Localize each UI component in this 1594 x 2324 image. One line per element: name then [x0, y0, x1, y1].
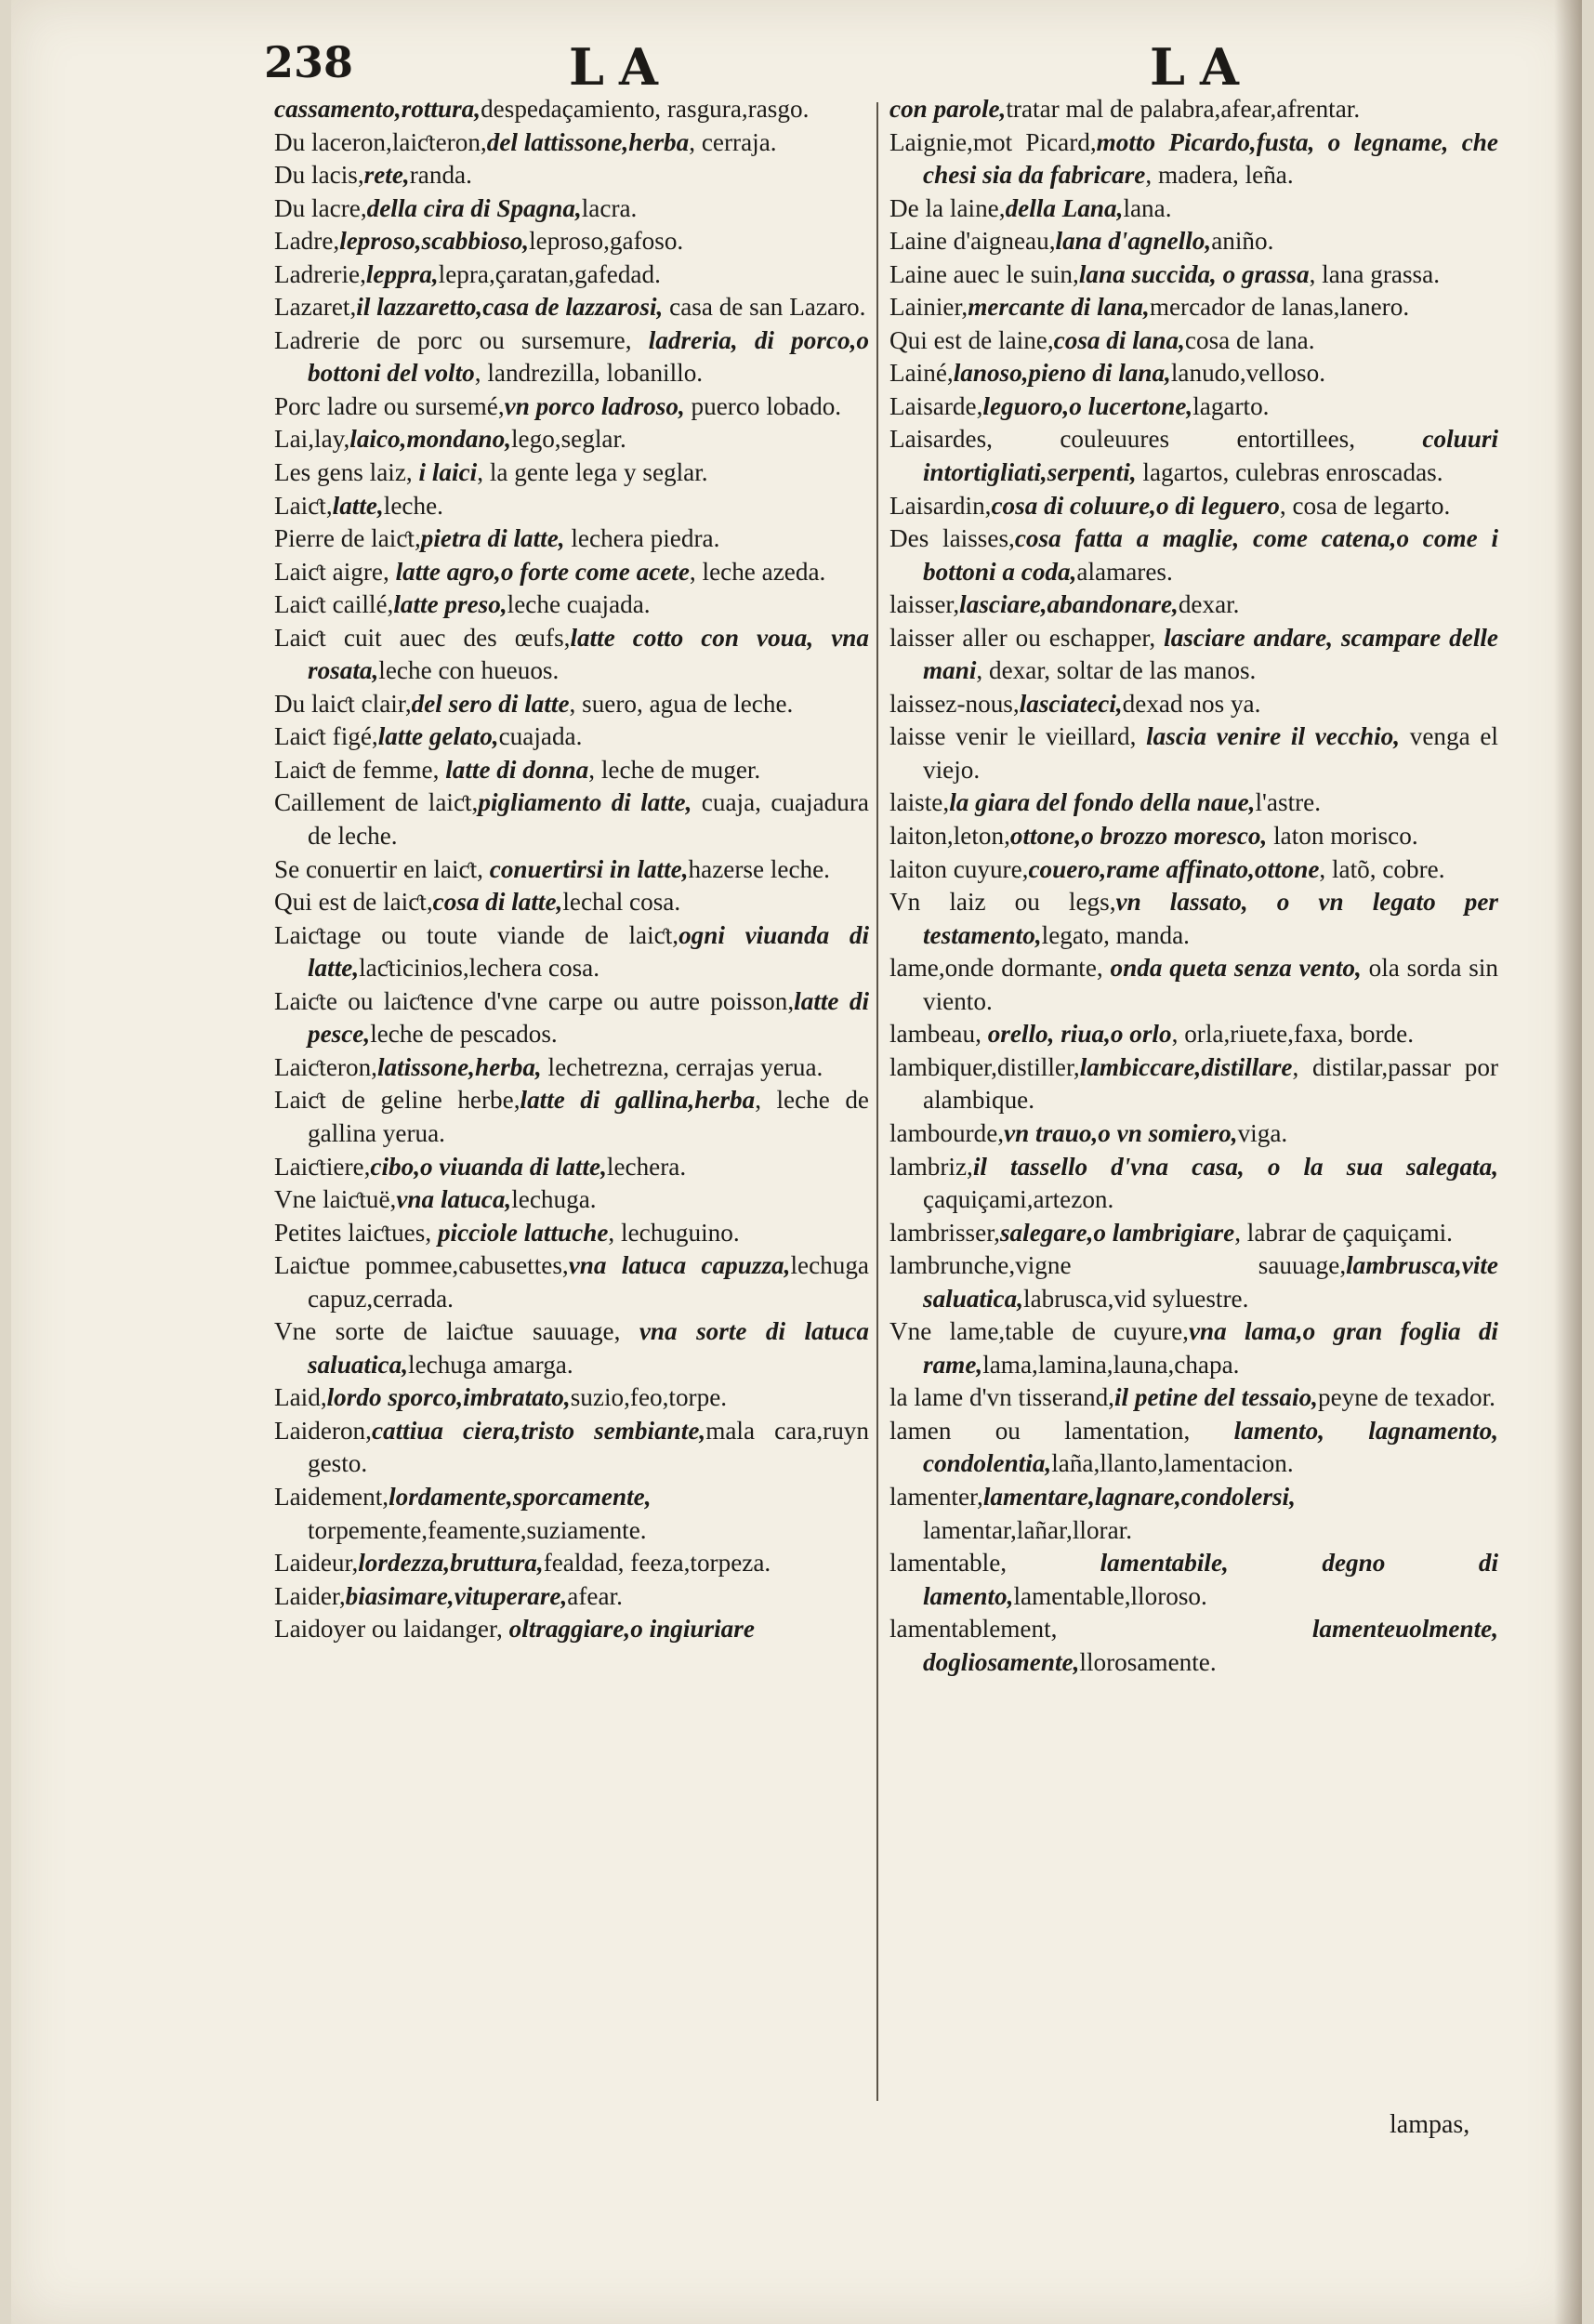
- dictionary-entry: [889, 622, 1498, 688]
- italian-gloss: latissone,herba,: [376, 1052, 542, 1081]
- dictionary-entry: [274, 919, 869, 985]
- french-headword: Laiƈt aigre,: [274, 557, 396, 586]
- french-headword: lambrisser,: [889, 1218, 1000, 1247]
- italian-gloss: conuertirsi in latte,: [489, 854, 689, 883]
- italian-gloss: leguoro,o lucertone,: [982, 391, 1193, 420]
- french-headword: laiste,: [889, 788, 950, 817]
- italian-gloss: leproso,scabbioso,: [339, 227, 530, 256]
- french-headword: lambourde,: [889, 1118, 1005, 1147]
- spanish-gloss: lego,seglar.: [511, 425, 626, 454]
- dictionary-entry: [274, 853, 869, 887]
- spanish-gloss: , suero, agua de leche.: [569, 689, 794, 718]
- french-headword: Laiƈtage ou toute viande de laiƈt,: [274, 920, 679, 949]
- dictionary-entry: [274, 126, 869, 160]
- dictionary-entry: [274, 1151, 869, 1184]
- dictionary-entry: [274, 324, 869, 390]
- spanish-gloss: l'astre.: [1255, 788, 1322, 817]
- spanish-gloss: laña,llanto,lamentacion.: [1051, 1449, 1294, 1478]
- italian-gloss: latte cotto con voua, vna rosata,: [308, 623, 870, 685]
- french-headword: Du laceron,laiƈteron,: [274, 127, 487, 156]
- spanish-gloss: fealdad, feeza,torpeza.: [543, 1549, 771, 1578]
- spanish-gloss: leche con hueuos.: [378, 656, 560, 685]
- spanish-gloss: lacra.: [581, 193, 638, 222]
- italian-gloss: lana succida, o grassa: [1078, 259, 1310, 288]
- spanish-gloss: lechera piedra.: [564, 524, 720, 553]
- french-headword: Du lacis,: [274, 161, 364, 190]
- french-headword: la lame d'vn tisserand,: [889, 1383, 1114, 1412]
- spanish-gloss: dexad nos ya.: [1122, 689, 1261, 718]
- spanish-gloss: mercador de lanas,lanero.: [1149, 293, 1410, 322]
- running-head-left: LA: [569, 37, 673, 97]
- french-headword: Laiƈt de geline herbe,: [274, 1086, 520, 1115]
- dictionary-entry: [889, 853, 1498, 887]
- dictionary-entry: [274, 786, 869, 852]
- spanish-gloss: , lechuguino.: [608, 1218, 740, 1247]
- dictionary-entry: [274, 423, 869, 456]
- italian-gloss: ottone,o brozzo moresco,: [1009, 822, 1268, 851]
- italian-gloss: della cira di Spagna,: [366, 193, 582, 222]
- left-column: [274, 93, 869, 1646]
- french-headword: laisse venir le vieillard,: [889, 722, 1147, 751]
- french-headword: laiton,leton,: [889, 822, 1010, 851]
- italian-gloss: lordo sporco,imbratato,: [326, 1383, 571, 1412]
- spanish-gloss: tratar mal de palabra,afear,afrentar.: [1006, 95, 1361, 123]
- dictionary-entry: [889, 1415, 1498, 1481]
- french-headword: Laideur,: [274, 1549, 359, 1578]
- french-headword: laisser,: [889, 590, 960, 619]
- italian-gloss: pigliamento di latte,: [478, 788, 692, 817]
- italian-gloss: il petine del tessaio,: [1113, 1383, 1318, 1412]
- french-headword: Lai,lay,: [274, 425, 350, 454]
- dictionary-entry: [274, 1580, 869, 1614]
- italian-gloss: cassamento,rottura,: [274, 95, 481, 123]
- italian-gloss: vna latuca,: [396, 1185, 512, 1214]
- dictionary-entry: [274, 1249, 869, 1315]
- french-headword: Laine d'aigneau,: [889, 227, 1056, 256]
- italian-gloss: lamentabile, degno di lamento,: [923, 1549, 1499, 1610]
- dictionary-entry: [274, 390, 869, 424]
- french-headword: Laiƈtiere,: [274, 1152, 371, 1181]
- italian-gloss: leppra,: [365, 259, 439, 288]
- dictionary-entry: [274, 720, 869, 754]
- italian-gloss: lambrusca,vite saluatica,: [923, 1251, 1498, 1313]
- italian-gloss: cosa di latte,: [432, 888, 563, 917]
- dictionary-entry: [889, 357, 1498, 390]
- italian-gloss: i laici: [418, 458, 478, 487]
- italian-gloss: cattiua ciera,tristo sembiante,: [371, 1416, 706, 1445]
- dictionary-entry: [889, 490, 1498, 523]
- dictionary-entry: [889, 291, 1498, 324]
- spanish-gloss: laƈticinios,lechera cosa.: [359, 954, 600, 983]
- spanish-gloss: lana.: [1123, 193, 1172, 222]
- french-headword: Du laiƈt clair,: [274, 689, 412, 718]
- spanish-gloss: casa de san Lazaro.: [663, 293, 866, 322]
- spanish-gloss: çaquiçami,artezon.: [923, 1185, 1114, 1214]
- dictionary-entry: [889, 1018, 1498, 1051]
- french-headword: Des laisses,: [889, 524, 1015, 553]
- french-headword: lambrunche,vigne sauuage,: [889, 1251, 1347, 1280]
- spanish-gloss: lechal cosa.: [562, 888, 681, 917]
- french-headword: Vne laiƈtuë,: [274, 1185, 397, 1214]
- italian-gloss: lordezza,bruttura,: [358, 1549, 544, 1578]
- dictionary-entry: [274, 588, 869, 622]
- italian-gloss: cosa di coluure,o di leguero: [991, 491, 1280, 520]
- italian-gloss: pietra di latte,: [420, 524, 565, 553]
- spanish-gloss: hazerse leche.: [688, 854, 830, 883]
- dictionary-entry: [274, 1381, 869, 1415]
- french-headword: Du lacre,: [274, 193, 367, 222]
- spanish-gloss: lamentar,lañar,llorar.: [923, 1515, 1133, 1544]
- spanish-gloss: llorosamente.: [1079, 1647, 1217, 1676]
- dictionary-entry: [889, 688, 1498, 721]
- italian-gloss: la giara del fondo della naue,: [949, 788, 1256, 817]
- dictionary-page: [11, 0, 1582, 2324]
- french-headword: Ladrerie de porc ou sursemure,: [274, 325, 649, 354]
- spanish-gloss: cuaja, cuajadura de leche.: [308, 788, 869, 851]
- spanish-gloss: lagarto.: [1192, 391, 1270, 420]
- spanish-gloss: lanudo,velloso.: [1170, 359, 1325, 388]
- french-headword: Lainier,: [889, 293, 968, 322]
- italian-gloss: vn trauo,o vn somiero,: [1004, 1118, 1238, 1147]
- italian-gloss: latte di donna: [445, 755, 589, 784]
- french-headword: Lainé,: [889, 359, 954, 388]
- spanish-gloss: cosa de lana.: [1184, 325, 1315, 354]
- italian-gloss: vna lama,o gran foglia di rame,: [923, 1317, 1498, 1379]
- italian-gloss: il lazzaretto,casa de lazzarosi,: [356, 293, 664, 322]
- spanish-gloss: suzio,feo,torpe.: [570, 1383, 728, 1412]
- french-headword: laisser aller ou eschapper,: [889, 623, 1165, 652]
- dictionary-entry: [274, 556, 869, 589]
- spanish-gloss: , cerraja.: [689, 127, 777, 156]
- french-headword: Vn laiz ou legs,: [889, 888, 1116, 917]
- spanish-gloss: viga.: [1237, 1118, 1288, 1147]
- french-headword: Laiƈt caillé,: [274, 590, 394, 619]
- french-headword: Laiƈt,: [274, 491, 333, 520]
- italian-gloss: lamentare,lagnare,condolersi,: [982, 1482, 1296, 1511]
- running-head-right: LA: [1150, 37, 1254, 97]
- spanish-gloss: , madera, leña.: [1145, 161, 1294, 190]
- french-headword: laiton cuyure,: [889, 854, 1029, 883]
- french-headword: Laisardes, couleuures entortillees,: [889, 425, 1423, 454]
- spanish-gloss: , leche de muger.: [588, 755, 761, 784]
- spanish-gloss: , la gente lega y seglar.: [477, 458, 708, 487]
- spanish-gloss: lama,lamina,launa,chapa.: [982, 1350, 1240, 1379]
- spanish-gloss: lechuga amarga.: [408, 1350, 573, 1379]
- italian-gloss: onda queta senza vento,: [1110, 954, 1362, 983]
- spanish-gloss: mala cara,ruyn gesto.: [308, 1416, 869, 1478]
- spanish-gloss: puerco lobado.: [684, 391, 842, 420]
- italian-gloss: lasciateci,: [1019, 689, 1123, 718]
- dictionary-entry: [889, 588, 1498, 622]
- dictionary-entry: [889, 1481, 1498, 1547]
- catchword: lampas,: [1390, 2110, 1470, 2139]
- spanish-gloss: leche.: [383, 491, 443, 520]
- french-headword: Ladre,: [274, 227, 340, 256]
- column-divider: [876, 102, 878, 2101]
- french-headword: Laiƈt figé,: [274, 722, 378, 751]
- french-headword: Caillement de laiƈt,: [274, 788, 479, 817]
- dictionary-entry: [274, 985, 869, 1051]
- italian-gloss: della Lana,: [1005, 193, 1124, 222]
- dictionary-entry: [889, 324, 1498, 358]
- spanish-gloss: , orla,riuete,faxa, borde.: [1171, 1020, 1415, 1049]
- spanish-gloss: , labrar de çaquiçami.: [1234, 1218, 1453, 1247]
- french-headword: lambiquer,distiller,: [889, 1052, 1080, 1081]
- italian-gloss: il tassello d'vna casa, o la sua salegata,: [972, 1152, 1498, 1181]
- page-number: 238: [264, 37, 354, 87]
- french-headword: Laiƈtue pommee,cabusettes,: [274, 1251, 569, 1280]
- spanish-gloss: randa.: [409, 161, 472, 190]
- italian-gloss: vn lassato, o vn legato per testamento,: [923, 888, 1499, 949]
- italian-gloss: del sero di latte: [411, 689, 570, 718]
- french-headword: Laignie,mot Picard,: [889, 127, 1097, 156]
- spanish-gloss: leproso,gafoso.: [529, 227, 684, 256]
- french-headword: Porc ladre ou sursemé,: [274, 391, 505, 420]
- spanish-gloss: , cosa de legarto.: [1279, 491, 1451, 520]
- dictionary-entry: [889, 786, 1498, 820]
- spanish-gloss: , lana grassa.: [1309, 259, 1440, 288]
- dictionary-entry: [274, 225, 869, 258]
- italian-gloss: lana d'agnello,: [1055, 227, 1212, 256]
- italian-gloss: latte di pesce,: [308, 986, 869, 1049]
- french-headword: Vne lame,table de cuyure,: [889, 1317, 1189, 1346]
- dictionary-entry: [889, 886, 1498, 952]
- french-headword: Lazaret,: [274, 293, 357, 322]
- spanish-gloss: leche de pescados.: [370, 1020, 558, 1049]
- italian-gloss: coluuri intortigliati,serpenti,: [923, 425, 1498, 487]
- dictionary-entry: [889, 126, 1498, 192]
- dictionary-entry: [274, 688, 869, 721]
- italian-gloss: cibo,o viuanda di latte,: [370, 1152, 607, 1181]
- dictionary-entry: [889, 1249, 1498, 1315]
- spanish-gloss: lechuga capuz,cerrada.: [308, 1251, 869, 1313]
- dictionary-entry: [889, 423, 1498, 489]
- french-headword: Laine auec le suin,: [889, 259, 1079, 288]
- dictionary-entry: [274, 291, 869, 324]
- spanish-gloss: , latõ, cobre.: [1319, 854, 1445, 883]
- french-headword: lamentablement,: [889, 1615, 1312, 1644]
- spanish-gloss: , landrezilla, lobanillo.: [474, 359, 704, 388]
- dictionary-entry: [889, 192, 1498, 226]
- french-headword: Laideron,: [274, 1416, 372, 1445]
- spanish-gloss: lechetrezna, cerrajas yerua.: [541, 1052, 823, 1081]
- spanish-gloss: venga el viejo.: [923, 722, 1498, 784]
- dictionary-entry: [274, 1547, 869, 1580]
- italian-gloss: rete,: [363, 161, 410, 190]
- french-headword: laissez-nous,: [889, 689, 1020, 718]
- dictionary-entry: [274, 192, 869, 226]
- italian-gloss: lordamente,sporcamente,: [389, 1482, 652, 1511]
- dictionary-entry: [889, 225, 1498, 258]
- dictionary-entry: [274, 258, 869, 292]
- french-headword: Pierre de laiƈt,: [274, 524, 421, 553]
- italian-gloss: cosa fatta a maglie, come catena,o come i bottoni a coda,: [923, 524, 1499, 586]
- italian-gloss: salegare,o lambrigiare: [999, 1218, 1235, 1247]
- dictionary-entry: [274, 456, 869, 490]
- french-headword: Laisardin,: [889, 491, 992, 520]
- italian-gloss: lamenteuolmente, dogliosamente,: [923, 1615, 1498, 1676]
- spanish-gloss: lechera.: [606, 1152, 687, 1181]
- italian-gloss: latte,: [332, 491, 384, 520]
- dictionary-entry: [889, 390, 1498, 424]
- french-headword: Petites laiƈtues,: [274, 1218, 438, 1247]
- italian-gloss: cosa di lana,: [1053, 325, 1185, 354]
- dictionary-entry: [274, 1084, 869, 1150]
- spanish-gloss: laton morisco.: [1267, 822, 1418, 851]
- french-headword: Laiƈt cuit auec des œufs,: [274, 623, 571, 652]
- french-headword: Laid,: [274, 1383, 327, 1412]
- spanish-gloss: afear.: [567, 1581, 623, 1610]
- dictionary-entry: [889, 1547, 1498, 1613]
- french-headword: Laidement,: [274, 1482, 389, 1511]
- italian-gloss: oltraggiare,o ingiuriare: [508, 1615, 755, 1644]
- french-headword: lambriz,: [889, 1152, 973, 1181]
- italian-gloss: con parole,: [889, 95, 1007, 123]
- dictionary-entry: [889, 522, 1498, 588]
- spanish-gloss: despedaçamiento, rasgura,rasgo.: [481, 95, 810, 123]
- italian-gloss: lambiccare,distillare: [1079, 1052, 1293, 1081]
- spanish-gloss: , leche azeda.: [689, 557, 826, 586]
- spanish-gloss: cuajada.: [498, 722, 583, 751]
- italian-gloss: latte gelato,: [377, 722, 499, 751]
- french-headword: Laisarde,: [889, 391, 983, 420]
- right-column: [889, 93, 1498, 1679]
- dictionary-entry: [889, 1381, 1498, 1415]
- spanish-gloss: aniño.: [1211, 227, 1274, 256]
- dictionary-entry: [274, 522, 869, 556]
- spanish-gloss: lagartos, culebras enroscadas.: [1136, 458, 1443, 487]
- italian-gloss: lasciare andare, scampare delle mani: [923, 623, 1498, 685]
- spanish-gloss: , dexar, soltar de las manos.: [976, 656, 1257, 685]
- spanish-gloss: , distilar,passar por alambique.: [923, 1052, 1498, 1115]
- italian-gloss: lanoso,pieno di lana,: [953, 359, 1171, 388]
- spanish-gloss: ola sorda sin viento.: [923, 954, 1498, 1015]
- french-headword: Laiƈte ou laiƈtence d'vne carpe ou autre poisson,: [274, 986, 795, 1015]
- dictionary-entry: [274, 1415, 869, 1481]
- dictionary-entry: [889, 1117, 1498, 1151]
- spanish-gloss: , leche de gallina yerua.: [308, 1086, 869, 1147]
- dictionary-entry: [889, 1315, 1498, 1381]
- french-headword: Vne sorte de laiƈtue sauuage,: [274, 1317, 639, 1346]
- dictionary-entry: [274, 754, 869, 787]
- dictionary-entry: [274, 159, 869, 192]
- italian-gloss: vn porco ladroso,: [504, 391, 685, 420]
- french-headword: Laiƈt de femme,: [274, 755, 446, 784]
- dictionary-entry: [274, 1613, 869, 1646]
- spanish-gloss: leche cuajada.: [507, 590, 651, 619]
- italian-gloss: lamento, lagnamento, condolentia,: [923, 1416, 1498, 1478]
- dictionary-entry: [274, 1183, 869, 1217]
- dictionary-entry: [889, 720, 1498, 786]
- italian-gloss: vna sorte di latuca saluatica,: [308, 1317, 869, 1379]
- french-headword: Se conuertir en laiƈt,: [274, 854, 490, 883]
- italian-gloss: latte agro,o forte come acete: [395, 557, 690, 586]
- french-headword: Qui est de laine,: [889, 325, 1054, 354]
- italian-gloss: latte preso,: [393, 590, 507, 619]
- french-headword: De la laine,: [889, 193, 1006, 222]
- spanish-gloss: lepra,çaratan,gafedad.: [438, 259, 661, 288]
- italian-gloss: del lattissone,herba: [486, 127, 690, 156]
- dictionary-entry: [889, 1151, 1498, 1217]
- dictionary-entry: [889, 93, 1498, 126]
- italian-gloss: laico,mondano,: [349, 425, 511, 454]
- dictionary-entry: [274, 93, 869, 126]
- dictionary-entry: [889, 1613, 1498, 1679]
- spanish-gloss: legato, manda.: [1041, 920, 1190, 949]
- dictionary-entry: [889, 258, 1498, 292]
- italian-gloss: lascia venire il vecchio,: [1146, 722, 1401, 751]
- dictionary-entry: [274, 1481, 869, 1547]
- french-headword: Qui est de laiƈt,: [274, 888, 433, 917]
- dictionary-entry: [274, 622, 869, 688]
- italian-gloss: orello, riua,o orlo: [987, 1020, 1172, 1049]
- italian-gloss: picciole lattuche: [437, 1218, 609, 1247]
- french-headword: lamen ou lamentation,: [889, 1416, 1234, 1445]
- french-headword: Les gens laiz,: [274, 458, 419, 487]
- french-headword: Laidoyer ou laidanger,: [274, 1615, 509, 1644]
- dictionary-entry: [889, 952, 1498, 1018]
- italian-gloss: vna latuca capuzza,: [568, 1251, 791, 1280]
- italian-gloss: couero,rame affinato,ottone: [1028, 854, 1320, 883]
- italian-gloss: motto Picardo,fusta, o legname, che chesi sia da fabricare: [923, 127, 1498, 190]
- french-headword: lamenter,: [889, 1482, 983, 1511]
- italian-gloss: biasimare,vituperare,: [345, 1581, 568, 1610]
- dictionary-entry: [274, 1315, 869, 1381]
- french-headword: lambeau,: [889, 1020, 988, 1049]
- dictionary-entry: [274, 1051, 869, 1085]
- spanish-gloss: lamentable,lloroso.: [1013, 1581, 1207, 1610]
- dictionary-entry: [889, 1051, 1498, 1117]
- french-headword: Laiƈteron,: [274, 1052, 377, 1081]
- italian-gloss: mercante di lana,: [968, 293, 1150, 322]
- spanish-gloss: labrusca,vid syluestre.: [1023, 1284, 1249, 1313]
- dictionary-entry: [889, 1217, 1498, 1250]
- french-headword: lame,onde dormante,: [889, 954, 1111, 983]
- french-headword: Laider,: [274, 1581, 346, 1610]
- dictionary-entry: [274, 1217, 869, 1250]
- italian-gloss: ogni viuanda di latte,: [308, 920, 869, 983]
- french-headword: lamentable,: [889, 1549, 1100, 1578]
- page-edge-shadow: [1554, 0, 1582, 2324]
- italian-gloss: lasciare,abandonare,: [959, 590, 1179, 619]
- spanish-gloss: alamares.: [1076, 557, 1173, 586]
- french-headword: Ladrerie,: [274, 259, 366, 288]
- spanish-gloss: torpemente,feamente,suziamente.: [308, 1515, 647, 1544]
- spanish-gloss: dexar.: [1178, 590, 1240, 619]
- italian-gloss: ladreria, di porco,o bottoni del volto: [308, 325, 869, 388]
- dictionary-entry: [889, 820, 1498, 853]
- italian-gloss: latte di gallina,herba: [520, 1086, 756, 1115]
- spanish-gloss: peyne de texador.: [1317, 1383, 1495, 1412]
- spanish-gloss: lechuga.: [511, 1185, 597, 1214]
- dictionary-entry: [274, 490, 869, 523]
- dictionary-entry: [274, 886, 869, 919]
